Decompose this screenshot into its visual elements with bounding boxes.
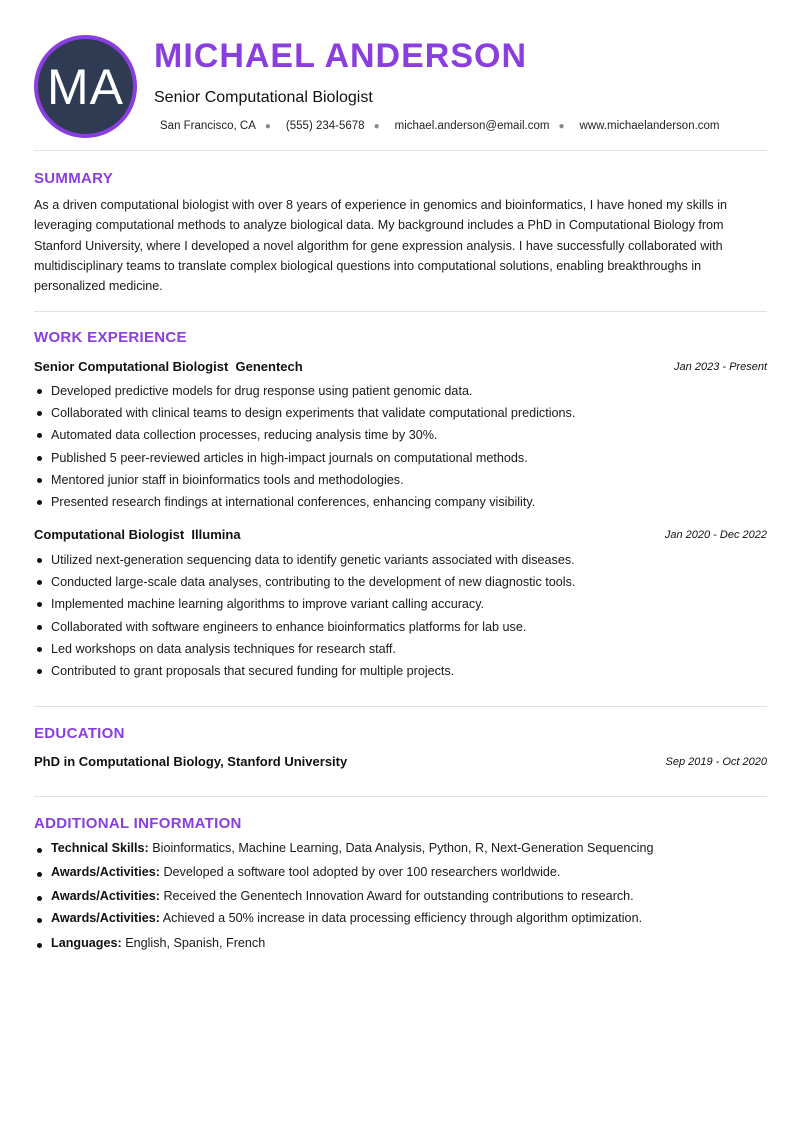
additional-info-heading: ADDITIONAL INFORMATION xyxy=(34,815,242,832)
summary-heading: SUMMARY xyxy=(34,170,114,187)
contact-website[interactable]: www.michaelanderson.com xyxy=(579,120,720,132)
list-item: Conducted large-scale data analyses, contributing to the development of new diagnostic tools. xyxy=(34,571,767,593)
education-heading: EDUCATION xyxy=(34,725,125,742)
list-item: Contributed to grant proposals that secured funding for multiple projects. xyxy=(34,660,767,682)
list-item: Collaborated with clinical teams to design experiments that validate computational predictions. xyxy=(34,402,767,424)
info-text: English, Spanish, French xyxy=(125,936,266,950)
info-label: Awards/Activities: xyxy=(51,911,160,925)
job-header xyxy=(34,527,767,545)
list-item: Developed predictive models for drug response using patient genomic data. xyxy=(34,380,767,402)
job-bullets xyxy=(34,380,767,513)
list-item xyxy=(34,889,767,911)
separator-dot: ● xyxy=(264,120,271,132)
additional-info-list xyxy=(34,841,767,958)
list-item: Led workshops on data analysis techniques for research staff. xyxy=(34,638,767,660)
info-text: Bioinformatics, Machine Learning, Data Analysis, Python, R, Next-Generation Sequencing xyxy=(152,841,654,855)
resume-header xyxy=(0,0,800,150)
list-item: Mentored junior staff in bioinformatics tools and methodologies. xyxy=(34,469,767,491)
list-item: Collaborated with software engineers to enhance bioinformatics platforms for lab use. xyxy=(34,616,767,638)
candidate-title: Senior Computational Biologist xyxy=(154,89,373,106)
list-item: Implemented machine learning algorithms to improve variant calling accuracy. xyxy=(34,593,767,615)
avatar xyxy=(34,35,137,138)
contact-bar xyxy=(160,120,720,132)
work-experience-heading: WORK EXPERIENCE xyxy=(34,329,187,346)
info-label: Languages: xyxy=(51,936,122,950)
list-item xyxy=(34,865,767,889)
job-header xyxy=(34,359,767,377)
contact-location: San Francisco, CA xyxy=(160,120,256,132)
list-item: Presented research findings at international conferences, enhancing company visibility. xyxy=(34,491,767,513)
info-text: Received the Genentech Innovation Award for outstanding contributions to research. xyxy=(163,889,634,903)
list-item xyxy=(34,936,767,958)
contact-email[interactable]: michael.anderson@email.com xyxy=(394,120,550,132)
list-item xyxy=(34,841,767,865)
summary-text: As a driven computational biologist with over 8 years of experience in genomics and bioinformatics, I have honed my skills in leveraging computational methods to analyze biological data. My background includes a PhD in Computational Biology from Stanford University, where I developed a novel algorithm for gene expression analysis. I have successfully collaborated with multidisciplinary teams to translate complex biological questions into computational solutions, enabling breakthroughs in personalized medicine. xyxy=(34,198,728,294)
job-dates: Jan 2020 - Dec 2022 xyxy=(664,529,767,541)
section-divider xyxy=(34,796,767,797)
info-text: Achieved a 50% increase in data processing efficiency through algorithm optimization. xyxy=(162,911,643,925)
contact-phone[interactable]: (555) 234-5678 xyxy=(285,120,365,132)
candidate-name: MICHAEL ANDERSON xyxy=(154,37,528,75)
avatar-initials: MA xyxy=(47,58,124,115)
job-dates: Jan 2023 - Present xyxy=(674,361,767,373)
separator-dot: ● xyxy=(558,120,565,132)
education-dates: Sep 2019 - Oct 2020 xyxy=(665,756,767,768)
list-item xyxy=(34,911,767,936)
job-bullets xyxy=(34,549,767,682)
list-item: Utilized next-generation sequencing data to identify genetic variants associated with diseases. xyxy=(34,549,767,571)
info-label: Technical Skills: xyxy=(51,841,149,855)
job-role: Computational Biologist Illumina xyxy=(34,527,241,542)
education-entry xyxy=(34,754,767,772)
section-divider xyxy=(34,150,767,151)
education-degree: PhD in Computational Biology, Stanford University xyxy=(34,754,348,769)
info-label: Awards/Activities: xyxy=(51,865,160,879)
list-item: Published 5 peer-reviewed articles in high-impact journals on computational methods. xyxy=(34,447,767,469)
job-role: Senior Computational Biologist Genentech xyxy=(34,359,303,374)
info-text: Developed a software tool adopted by over 100 researchers worldwide. xyxy=(163,865,561,879)
list-item: Automated data collection processes, reducing analysis time by 30%. xyxy=(34,424,767,446)
section-divider xyxy=(34,706,767,707)
separator-dot: ● xyxy=(373,120,380,132)
section-divider xyxy=(34,311,767,312)
info-label: Awards/Activities: xyxy=(51,889,160,903)
